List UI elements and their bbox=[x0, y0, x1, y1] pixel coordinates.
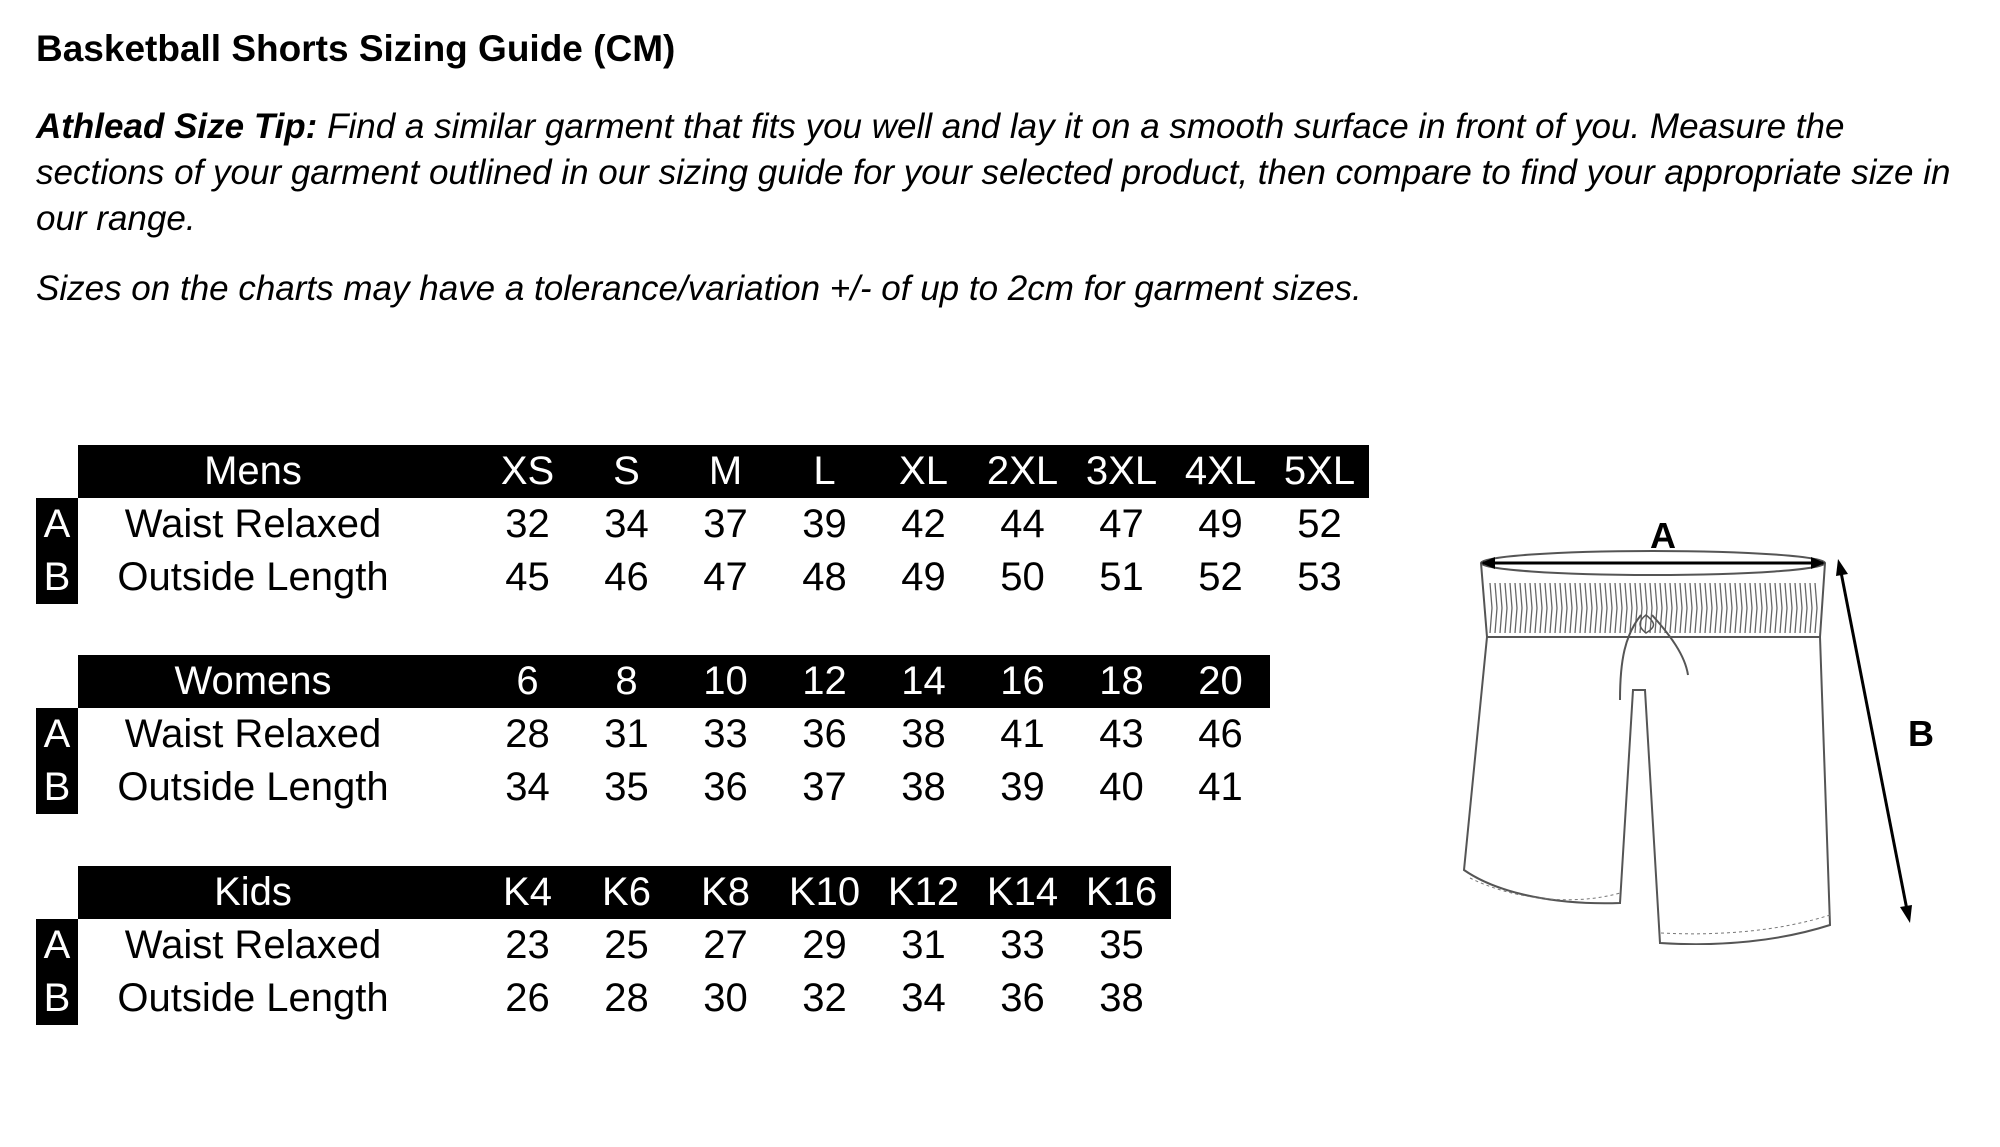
table-cell: 30 bbox=[703, 976, 748, 1020]
table-cell: 48 bbox=[802, 555, 847, 599]
table-name: Mens bbox=[204, 449, 302, 493]
table-cell: 33 bbox=[1000, 923, 1045, 967]
measurement-letter: A bbox=[36, 708, 78, 761]
table-cell: 41 bbox=[1198, 765, 1243, 809]
size-header: 12 bbox=[802, 659, 847, 703]
table-cell: 38 bbox=[901, 712, 946, 756]
table-cell: 44 bbox=[1000, 502, 1045, 546]
measurement-label: Outside Length bbox=[117, 976, 389, 1020]
table-name: Womens bbox=[174, 659, 332, 703]
table-cell: 33 bbox=[703, 712, 748, 756]
measurement-letter: A bbox=[36, 919, 78, 972]
measurement-label: Waist Relaxed bbox=[124, 712, 382, 756]
table-cell: 42 bbox=[901, 502, 946, 546]
table-name: Kids bbox=[214, 870, 292, 914]
table-cell: 45 bbox=[505, 555, 550, 599]
size-header: 5XL bbox=[1283, 449, 1356, 493]
size-header: K10 bbox=[788, 870, 861, 914]
table-cell: 50 bbox=[1000, 555, 1045, 599]
measurement-letter: B bbox=[36, 761, 78, 814]
measure-a-label: A bbox=[1650, 515, 1676, 556]
table-cell: 51 bbox=[1099, 555, 1144, 599]
table-cell: 36 bbox=[802, 712, 847, 756]
table-cell: 41 bbox=[1000, 712, 1045, 756]
size-header: K12 bbox=[887, 870, 960, 914]
measurement-label: Waist Relaxed bbox=[124, 502, 382, 546]
measurement-label: Waist Relaxed bbox=[124, 923, 382, 967]
table-cell: 34 bbox=[901, 976, 946, 1020]
size-header: 10 bbox=[703, 659, 748, 703]
size-header: K8 bbox=[701, 870, 750, 914]
size-header: K6 bbox=[602, 870, 651, 914]
shorts-diagram bbox=[1420, 515, 2000, 945]
table-cell: 49 bbox=[1198, 502, 1243, 546]
size-header: 18 bbox=[1099, 659, 1144, 703]
size-header: XL bbox=[899, 449, 948, 493]
table-cell: 35 bbox=[1099, 923, 1144, 967]
size-header: 6 bbox=[516, 659, 539, 703]
table-cell: 31 bbox=[604, 712, 649, 756]
table-cell: 34 bbox=[604, 502, 649, 546]
table-cell: 27 bbox=[703, 923, 748, 967]
size-header: 16 bbox=[1000, 659, 1045, 703]
table-cell: 34 bbox=[505, 765, 550, 809]
table-cell: 32 bbox=[505, 502, 550, 546]
table-cell: 23 bbox=[505, 923, 550, 967]
table-cell: 28 bbox=[505, 712, 550, 756]
size-header: M bbox=[708, 449, 743, 493]
table-cell: 29 bbox=[802, 923, 847, 967]
table-cell: 37 bbox=[703, 502, 748, 546]
size-header: L bbox=[813, 449, 836, 493]
size-header: K14 bbox=[986, 870, 1059, 914]
table-cell: 38 bbox=[901, 765, 946, 809]
table-cell: 31 bbox=[901, 923, 946, 967]
measurement-letter: B bbox=[36, 551, 78, 604]
table-cell: 36 bbox=[1000, 976, 1045, 1020]
size-header: S bbox=[613, 449, 640, 493]
table-cell: 39 bbox=[1000, 765, 1045, 809]
measurement-label: Outside Length bbox=[117, 555, 389, 599]
table-cell: 47 bbox=[1099, 502, 1144, 546]
size-header: XS bbox=[500, 449, 555, 493]
page-title: Basketball Shorts Sizing Guide (CM) bbox=[36, 28, 676, 69]
table-cell: 46 bbox=[1198, 712, 1243, 756]
table-cell: 37 bbox=[802, 765, 847, 809]
table-cell: 26 bbox=[505, 976, 550, 1020]
table-cell: 43 bbox=[1099, 712, 1144, 756]
table-cell: 53 bbox=[1297, 555, 1342, 599]
table-cell: 39 bbox=[802, 502, 847, 546]
table-cell: 52 bbox=[1297, 502, 1342, 546]
table-cell: 36 bbox=[703, 765, 748, 809]
size-tip-text: Find a similar garment that fits you well and lay it on a smooth surface in front of you. Measure the sections of your garment outlined in our sizing guide for your selected product, then compare to find your appropriate size in our range. bbox=[36, 107, 1951, 238]
size-tip-label: Athlead Size Tip: bbox=[36, 107, 318, 146]
table-cell: 49 bbox=[901, 555, 946, 599]
tolerance-note: Sizes on the charts may have a tolerance/variation +/- of up to 2cm for garment sizes. bbox=[36, 269, 1362, 308]
measurement-letter: A bbox=[36, 498, 78, 551]
size-header: K4 bbox=[503, 870, 552, 914]
size-tip bbox=[36, 104, 1976, 242]
size-header: 2XL bbox=[986, 449, 1059, 493]
size-header: 8 bbox=[615, 659, 638, 703]
table-cell: 40 bbox=[1099, 765, 1144, 809]
table-cell: 32 bbox=[802, 976, 847, 1020]
measure-b-label: B bbox=[1908, 713, 1934, 754]
measurement-label: Outside Length bbox=[117, 765, 389, 809]
size-header: K16 bbox=[1085, 870, 1158, 914]
table-cell: 35 bbox=[604, 765, 649, 809]
table-cell: 46 bbox=[604, 555, 649, 599]
size-header: 20 bbox=[1198, 659, 1243, 703]
table-cell: 38 bbox=[1099, 976, 1144, 1020]
table-cell: 52 bbox=[1198, 555, 1243, 599]
table-cell: 47 bbox=[703, 555, 748, 599]
table-cell: 25 bbox=[604, 923, 649, 967]
size-header: 3XL bbox=[1085, 449, 1158, 493]
size-header: 14 bbox=[901, 659, 946, 703]
measurement-letter: B bbox=[36, 972, 78, 1025]
size-header: 4XL bbox=[1184, 449, 1257, 493]
table-cell: 28 bbox=[604, 976, 649, 1020]
